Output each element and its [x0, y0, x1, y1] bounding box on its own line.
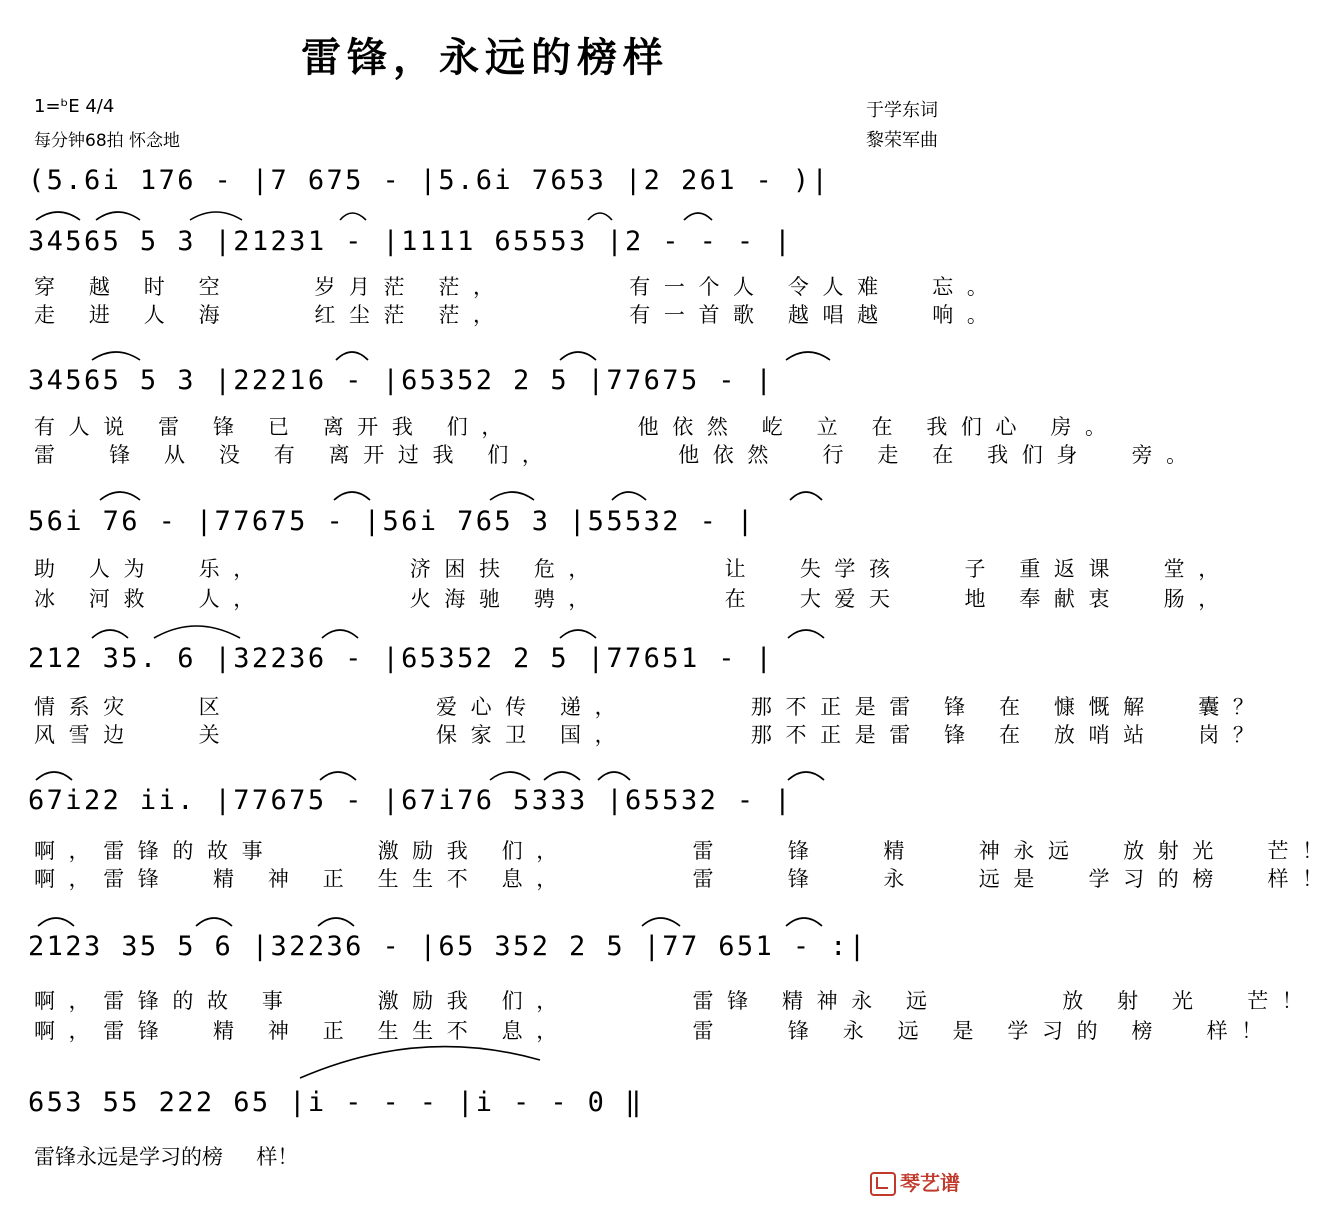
slur-arc: [92, 630, 128, 638]
tempo-marking: 每分钟68拍 怀念地: [34, 131, 181, 151]
slur-arc: [196, 918, 232, 926]
slur-arc: [38, 918, 74, 926]
slur-arc: [92, 352, 140, 360]
lyricist-credit: 于学东词: [866, 100, 938, 121]
slur-arc: [190, 212, 242, 220]
lyric-line-6a: 啊，雷锋的故 事 激励我 们， 雷锋 精神永 远 放 射 光 芒！: [34, 989, 1317, 1013]
slur-arc: [598, 772, 630, 780]
lyric-line-5a: 啊，雷锋的故事 激励我 们， 雷 锋 精 神永远 放射光 芒！: [34, 839, 1337, 863]
lyric-line-3b: 冰 河救 人， 火海驰 骋， 在 大爱天 地 奉献衷 肠，: [34, 587, 1233, 611]
slur-arc: [490, 492, 534, 500]
slur-arc: [340, 213, 366, 220]
lyric-line-2b: 雷 锋 从 没 有 离开过我 们， 他依然 行 走 在 我们身 旁。: [34, 443, 1201, 467]
key-signature: 1=ᵇE 4/4: [34, 96, 115, 117]
score-line-1: 34565 5 3 |21231 - |1111 65553 |2 - - - |: [28, 226, 793, 257]
lyric-line-1a: 穿 越 时 空 岁月茫 茫， 有一个人 令人难 忘。: [34, 275, 1002, 299]
score-line-3: 56i 76 - |77675 - |56i 765 3 |55532 - |: [28, 506, 756, 537]
slur-arc: [490, 772, 530, 780]
score-line-5: 67i22 ii. |77675 - |67i76 5333 |65532 - |: [28, 785, 793, 816]
slur-arc: [790, 492, 822, 500]
slur-arc: [334, 492, 370, 500]
song-title: 雷锋，永远的榜样: [301, 34, 669, 81]
slur-arc: [786, 918, 822, 926]
slur-arc: [36, 212, 80, 220]
slur-arc: [336, 352, 368, 360]
lyric-line-2a: 有人说 雷 锋 已 离开我 们， 他依然 屹 立 在 我们心 房。: [34, 415, 1120, 439]
slur-arc: [560, 352, 596, 360]
slur-arc: [788, 772, 824, 780]
slur-arc: [788, 630, 824, 638]
lyric-line-5b: 啊，雷锋 精 神 正 生生不 息， 雷 锋 永 远是 学习的榜 样！: [34, 867, 1337, 891]
watermark-text: 琴艺谱: [900, 1170, 960, 1195]
score-line-intro: (5.6i 176 - |7 675 - |5.6i 7653 |2 261 - )|: [28, 165, 831, 196]
slur-arc: [612, 492, 646, 500]
slur-arc: [154, 626, 240, 638]
slur-arc: [322, 630, 358, 638]
composer-credit: 黎荣军曲: [866, 130, 938, 151]
lyric-line-1b: 走 进 人 海 红尘茫 茫， 有一首歌 越唱越 响。: [34, 303, 1002, 327]
slur-arc: [642, 918, 680, 926]
slur-arc: [96, 212, 140, 220]
slur-arc: [320, 772, 356, 780]
watermark-logo-icon: [870, 1172, 896, 1196]
slur-arc: [588, 213, 612, 220]
slur-arc: [300, 1047, 540, 1078]
lyric-line-3a: 助 人为 乐， 济困扶 危， 让 失学孩 子 重返课 堂，: [34, 557, 1233, 581]
slur-arc: [318, 918, 354, 926]
score-line-2: 34565 5 3 |22216 - |65352 2 5 |77675 - |: [28, 365, 775, 396]
slur-arc: [786, 352, 830, 360]
score-line-coda: 653 55 222 65 |i - - - |i - - 0 ‖: [28, 1087, 644, 1118]
score-line-6: 2123 35 5 6 |32236 - |65 352 2 5 |77 651 - :|: [28, 931, 868, 962]
slur-arc: [544, 772, 580, 780]
site-watermark: [870, 1167, 960, 1197]
slur-arc: [36, 772, 72, 780]
score-line-4: 212 35. 6 |32236 - |65352 2 5 |77651 - |: [28, 643, 775, 674]
slur-arc: [100, 492, 140, 500]
lyric-line-coda: 雷锋永远是学习的榜 样！: [34, 1145, 299, 1169]
lyric-line-4b: 风雪边 关 保家卫 国， 那不正是雷 锋 在 放哨站 岗？: [34, 723, 1268, 747]
lyric-line-4a: 情系灾 区 爱心传 递， 那不正是雷 锋 在 慷慨解 囊？: [34, 695, 1268, 719]
slur-arc: [684, 213, 712, 220]
lyric-line-6b: 啊，雷锋 精 神 正 生生不 息， 雷 锋 永 远 是 学习的 榜 样！: [34, 1019, 1276, 1043]
slur-arc: [560, 630, 596, 638]
